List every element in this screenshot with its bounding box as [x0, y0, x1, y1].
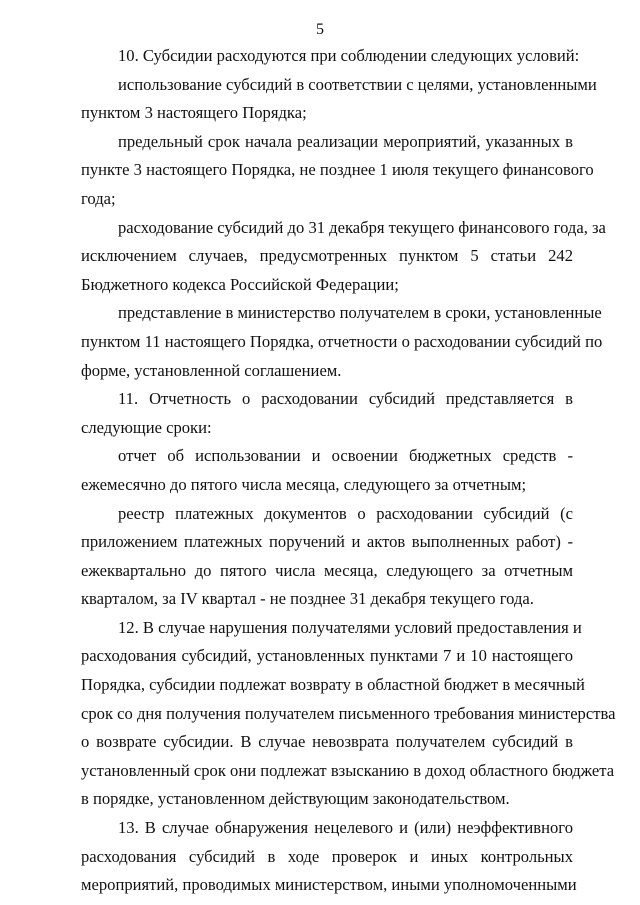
text-line: Порядка, субсидии подлежат возврату в областной бюджет в месячный [81, 675, 585, 695]
text-line: мероприятий, проводимых министерством, иными уполномоченными [81, 875, 577, 895]
text-line: ежеквартально до пятого числа месяца, следующего за отчетным [81, 560, 573, 580]
text-line: установленный срок они подлежат взысканию в доход областного бюджета [81, 760, 615, 780]
text-line: 10. Субсидии расходуются при соблюдении следующих условий: [118, 46, 580, 65]
text-line: расходования субсидий, установленных пунктами 7 и 10 настоящего [81, 646, 573, 666]
text-line: следующие сроки: [81, 417, 212, 437]
text-line: расходования субсидий в ходе проверок и иных контрольных [81, 846, 573, 866]
text-line: отчет об использовании и освоении бюджетных средств - [118, 446, 573, 466]
text-line: ежемесячно до пятого числа месяца, следующего за отчетным; [81, 474, 527, 494]
paragraph-10-condition-4 [81, 299, 603, 385]
text-line: о возврате субсидии. В случае невозврата получателем субсидий в [81, 732, 573, 752]
text-line: Бюджетного кодекса Российской Федерации; [81, 274, 399, 294]
paragraph-12 [81, 614, 616, 814]
text-line: года; [81, 188, 116, 208]
paragraph-10 [81, 42, 580, 71]
text-line: срок со дня получения получателем письменного требования министерства [81, 703, 616, 723]
paragraph-10-condition-1 [81, 71, 597, 128]
text-line: пунктом 11 настоящего Порядка, отчетности о расходовании субсидий по [81, 331, 603, 351]
text-line: форме, установленной соглашением. [81, 360, 342, 380]
paragraph-11 [81, 385, 573, 442]
text-line: 13. В случае обнаружения нецелевого и (или) неэффективного [118, 818, 573, 838]
paragraph-13 [81, 814, 577, 900]
paragraph-10-condition-2 [81, 128, 594, 214]
text-line: кварталом, за IV квартал - не позднее 31 декабря текущего года. [81, 589, 534, 609]
text-line: в порядке, установленном действующим законодательством. [81, 789, 510, 809]
text-line: 11. Отчетность о расходовании субсидий представляется в [118, 389, 573, 409]
text-line: пунктом 3 настоящего Порядка; [81, 103, 307, 123]
text-line: расходование субсидий до 31 декабря текущего финансового года, за [118, 217, 606, 237]
paragraph-10-condition-3 [81, 214, 606, 300]
text-line: 12. В случае нарушения получателями условий предоставления и [118, 617, 582, 637]
page-number: 5 [316, 21, 324, 38]
text-line: приложением платежных поручений и актов выполненных работ) - [81, 532, 573, 552]
text-line: пункте 3 настоящего Порядка, не позднее 1 июля текущего финансового [81, 160, 594, 180]
paragraph-11-item-2 [81, 500, 573, 614]
text-line: использование субсидий в соответствии с целями, установленными [118, 74, 597, 94]
text-line: исключением случаев, предусмотренных пунктом 5 статьи 242 [81, 246, 573, 266]
text-line: реестр платежных документов о расходовании субсидий (с [118, 503, 573, 523]
document-body [81, 42, 616, 900]
text-line: предельный срок начала реализации мероприятий, указанных в [118, 131, 573, 151]
text-line: представление в министерство получателем в сроки, установленные [118, 303, 602, 323]
paragraph-11-item-1 [81, 442, 573, 499]
